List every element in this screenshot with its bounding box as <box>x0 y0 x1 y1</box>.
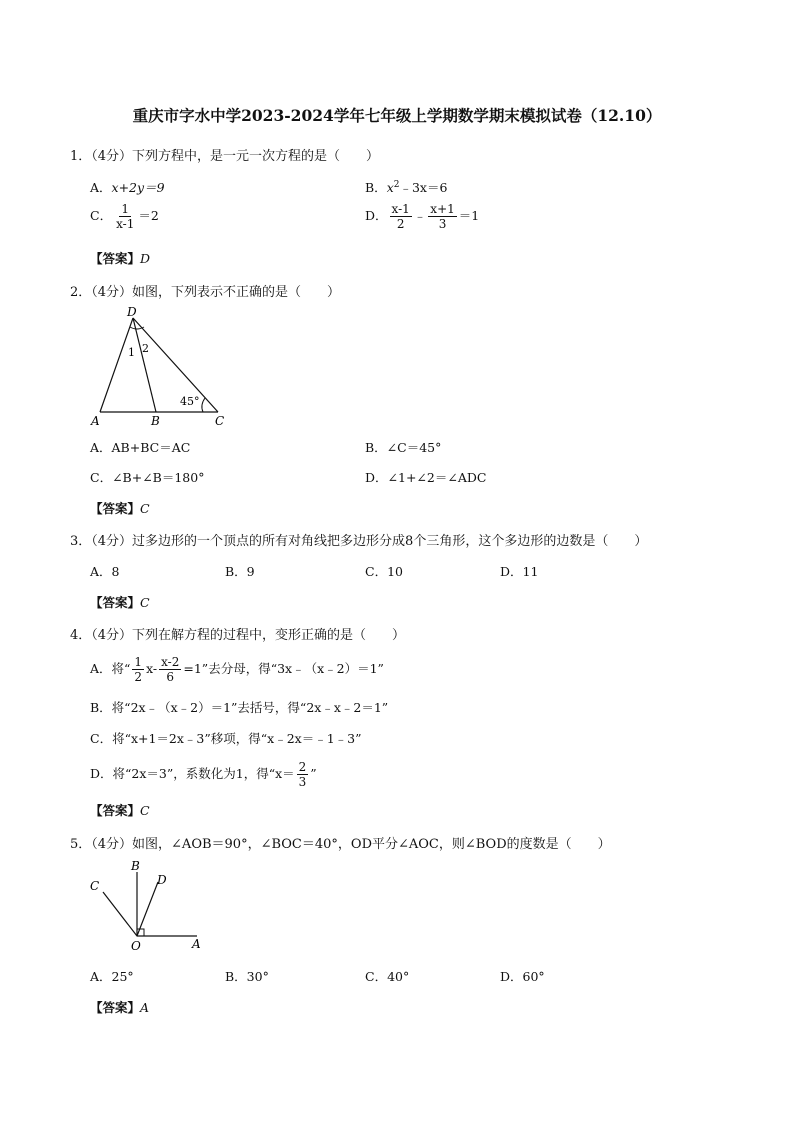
question-2-stem: 2．（4分）如图，下列表示不正确的是（ ） <box>70 285 341 300</box>
vertex-label-a: A <box>91 414 100 428</box>
question-3-stem: 3．（4分）过多边形的一个顶点的所有对角线把多边形分成8个三角形，这个多边形的边数是（ ） <box>70 534 648 549</box>
vertex-label-d: D <box>127 305 137 319</box>
q4-option-c: C．将“x+1＝2x﹣3”移项，得“x﹣2x＝﹣1﹣3” <box>90 731 362 746</box>
q1-option-d-fraction-2 <box>428 202 456 231</box>
q1-option-b-exponent: 2 <box>393 179 400 190</box>
q1-d-numerator-2: x+1 <box>430 202 455 216</box>
q2-option-d: D．∠1+∠2＝∠ADC <box>365 470 487 485</box>
q1-d-denominator-2: 3 <box>438 217 447 231</box>
q4-a-denominator-1: 2 <box>134 670 143 684</box>
q5-option-d: D．60° <box>500 969 545 984</box>
q4-a-middle: x- <box>146 661 158 676</box>
q4-answer-value: C <box>140 803 150 818</box>
q2-answer-tag: 【答案】 <box>90 501 141 516</box>
segment-db <box>133 318 156 412</box>
q4-d-denominator: 3 <box>298 775 307 789</box>
q1-c-numerator: 1 <box>121 202 130 216</box>
q1-option-c-rest: ＝2 <box>138 208 159 223</box>
q1-option-a <box>90 178 165 196</box>
q3-answer <box>90 593 150 611</box>
q3-answer-value: C <box>140 595 150 610</box>
angle-arc-c <box>202 398 205 412</box>
q1-option-b <box>365 178 447 196</box>
question-1-stem: 1．（4分）下列方程中，是一元一次方程的是（ ） <box>70 149 380 164</box>
q5-answer-tag: 【答案】 <box>90 1000 141 1015</box>
q4-option-a-prefix: A．将“ <box>90 661 131 676</box>
q1-option-c <box>90 202 159 231</box>
q3-option-c: C．10 <box>365 564 403 579</box>
angle-label-2: 2 <box>142 342 149 355</box>
q2-option-b: B．∠C＝45° <box>365 440 442 455</box>
q1-option-a-expr: x+2y＝9 <box>111 180 165 195</box>
q5-angle-figure <box>85 858 210 954</box>
q1-option-d-label: D． <box>365 208 388 223</box>
q4-a-numerator-1: 1 <box>134 655 143 669</box>
q4-a-fraction-1 <box>132 655 144 684</box>
question-4-stem: 4．（4分）下列在解方程的过程中，变形正确的是（ ） <box>70 628 406 643</box>
q1-d-minus: ﹣ <box>413 208 427 223</box>
q4-option-d <box>90 760 317 789</box>
q4-answer-tag: 【答案】 <box>90 803 141 818</box>
q3-option-d: D．11 <box>500 564 539 579</box>
q1-option-c-fraction <box>114 202 136 231</box>
segment-da <box>100 318 133 412</box>
q4-a-numerator-2: x-2 <box>161 655 180 669</box>
page-title: 重庆市字水中学2023-2024学年七年级上学期数学期末模拟试卷（12.10） <box>132 106 662 125</box>
q2-option-c: C．∠B+∠B＝180° <box>90 470 205 485</box>
q1-option-b-base: x <box>386 180 394 195</box>
q5-option-b: B．30° <box>225 969 269 984</box>
ray-od <box>137 882 158 936</box>
q4-d-numerator: 2 <box>298 760 307 774</box>
q4-option-b: B．将“2x﹣（x﹣2）＝1”去括号，得“2x﹣x﹣2＝1” <box>90 700 389 715</box>
q1-c-denominator: x-1 <box>116 217 135 231</box>
ray-label-d: D <box>157 873 167 887</box>
ray-oc <box>103 892 137 936</box>
ray-label-a: A <box>192 937 201 951</box>
q4-option-a <box>90 655 384 684</box>
q4-answer <box>90 801 150 819</box>
q3-option-b: B．9 <box>225 564 255 579</box>
q1-option-b-rest: ﹣3x＝6 <box>399 180 448 195</box>
q3-answer-tag: 【答案】 <box>90 595 141 610</box>
q1-answer-value: D <box>140 251 151 266</box>
q5-answer <box>90 998 149 1016</box>
q1-option-d <box>365 202 479 231</box>
q5-answer-value: A <box>140 1000 150 1015</box>
q2-option-a: A．AB+BC＝AC <box>90 440 191 455</box>
q5-option-c: C．40° <box>365 969 410 984</box>
q1-option-a-label: A． <box>90 180 112 195</box>
q2-answer-value: C <box>140 501 150 516</box>
ray-label-b: B <box>131 859 140 873</box>
vertex-label-c: C <box>215 414 225 428</box>
q1-option-b-label: B． <box>365 180 387 195</box>
q1-answer-tag: 【答案】 <box>90 251 141 266</box>
q3-option-a: A．8 <box>90 564 120 579</box>
q1-answer <box>90 249 150 267</box>
angle-label-45: 45° <box>180 395 200 408</box>
ray-label-c: C <box>90 879 100 893</box>
q4-a-denominator-2: 6 <box>166 670 175 684</box>
q2-answer <box>90 499 150 517</box>
q1-option-d-fraction-1 <box>390 202 412 231</box>
vertex-label-b: B <box>151 414 160 428</box>
q4-option-d-suffix: ” <box>310 766 317 781</box>
segment-dc <box>133 318 218 412</box>
angle-label-1: 1 <box>128 346 135 359</box>
q2-triangle-figure <box>88 304 238 430</box>
q4-a-fraction-2 <box>159 655 181 684</box>
q4-option-d-prefix: D．将“2x＝3”，系数化为1，得“x＝ <box>90 766 295 781</box>
q1-option-c-label: C． <box>90 208 113 223</box>
q4-option-a-suffix: =1”去分母，得“3x﹣（x﹣2）＝1” <box>183 661 384 676</box>
q5-option-a: A．25° <box>90 969 134 984</box>
question-5-stem: 5．（4分）如图，∠AOB＝90°，∠BOC＝40°，OD平分∠AOC，则∠BOD的度数是（ ） <box>70 837 611 852</box>
q1-option-d-rest: ＝1 <box>458 208 480 223</box>
q1-d-denominator-1: 2 <box>396 217 405 231</box>
q4-d-fraction <box>297 760 309 789</box>
vertex-label-o: O <box>131 939 141 953</box>
q1-d-numerator-1: x-1 <box>391 202 410 216</box>
